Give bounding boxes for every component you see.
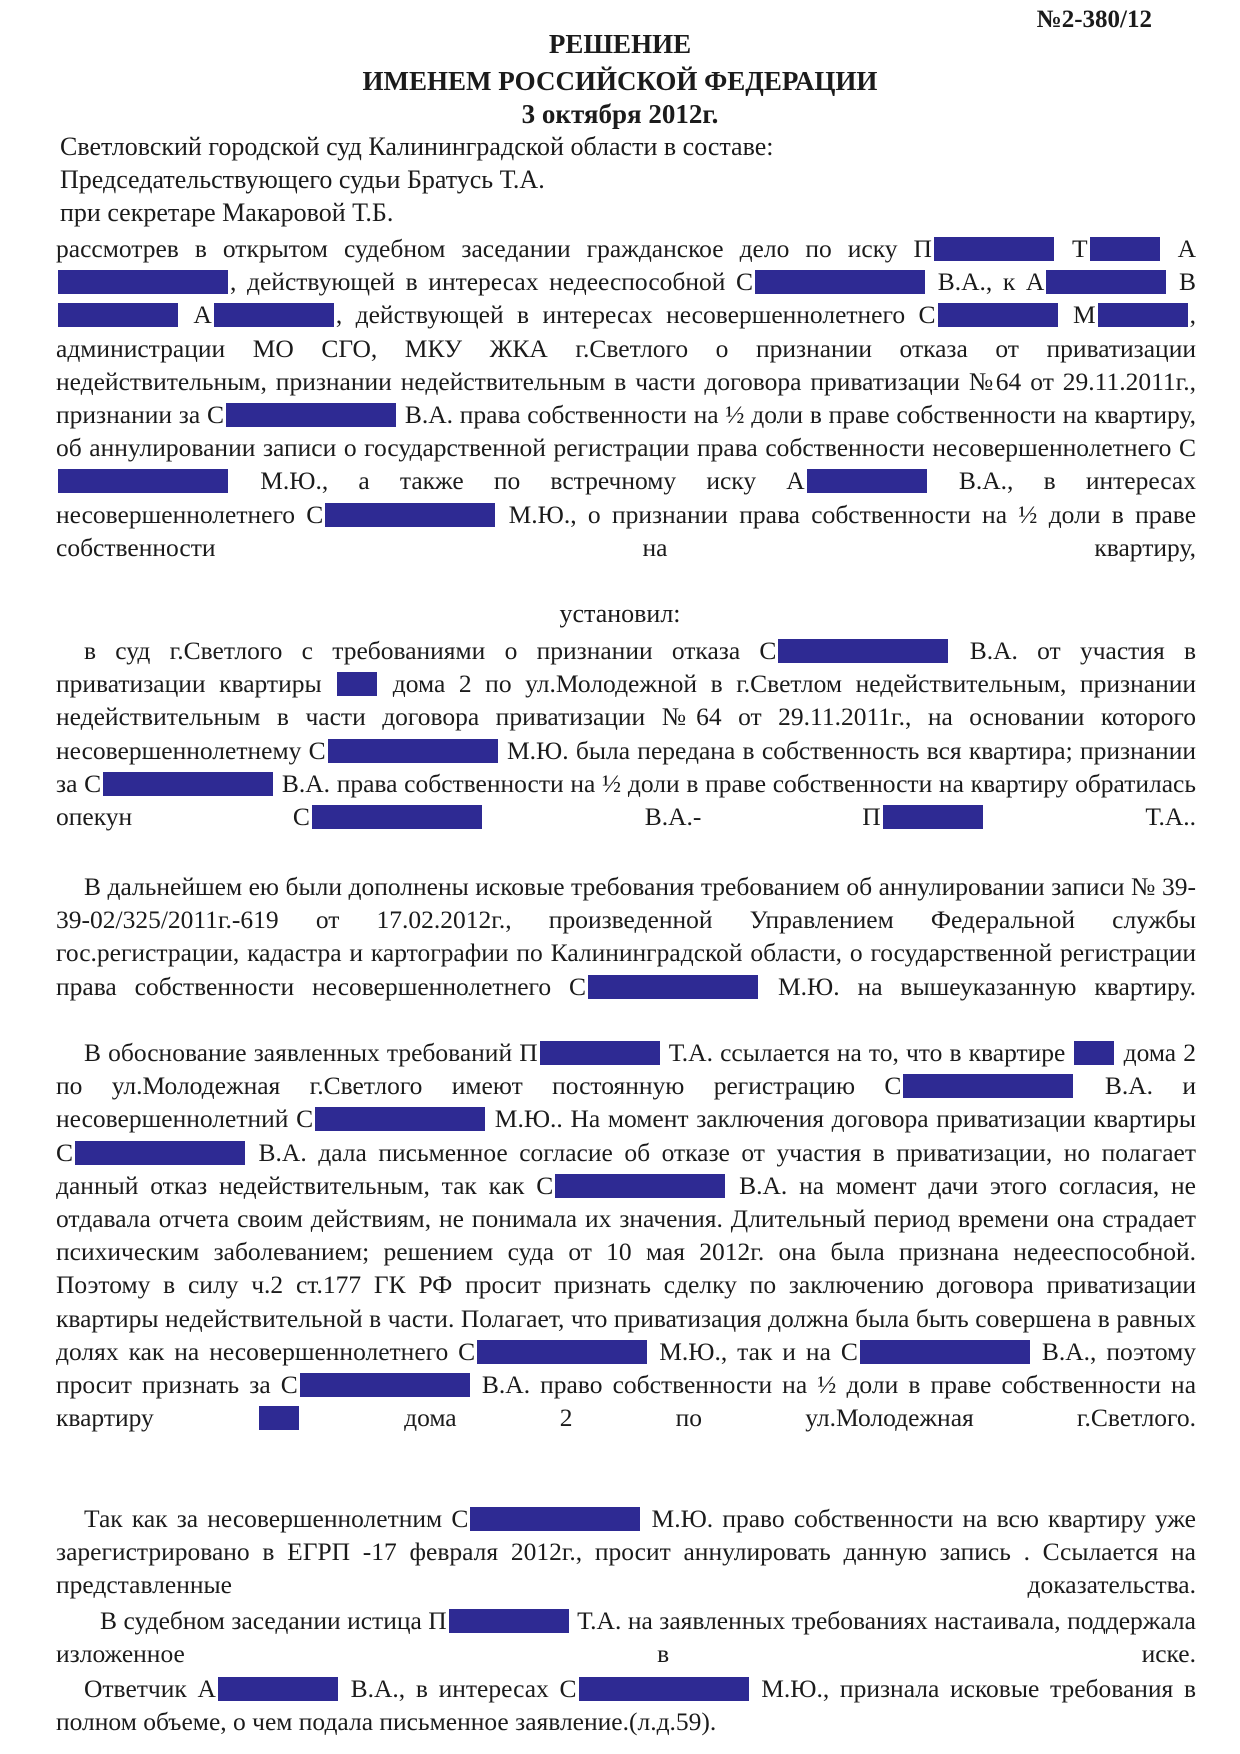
secretary-line: при секретаре Макаровой Т.Б.: [60, 198, 394, 227]
redaction: [1090, 237, 1160, 261]
paragraph-defendant: Ответчик А В.А., в интересах С М.Ю., признала исковые требования в полном объеме, о чем подала письменное заявление.(л.д.59).: [56, 1674, 1197, 1737]
established-heading: установил:: [559, 599, 681, 628]
redaction: [58, 303, 178, 327]
redaction: [555, 1174, 725, 1198]
redaction: [75, 1141, 245, 1165]
case-number: №2-380/12: [1036, 6, 1152, 33]
paragraph-amended-claims: В дальнейшем ею были дополнены исковые требования требованием об аннулировании записи № 39-39-02/325/2011г.-619 от 17.02.2012г., произведенной Управлением Федеральной службы гос.регистрации, кадастра и картографии по Калининградской области, о государственной регистрации права собственности несовершеннолетнего С М.Ю. на вышеуказанную квартиру.: [56, 872, 1197, 1001]
redaction: [315, 1107, 485, 1131]
redaction: [337, 672, 377, 696]
redaction: [903, 1074, 1073, 1098]
paragraph-hearing: В судебном заседании истица П Т.А. на заявленных требованиях настаивала, поддержала изложенное в иске.: [56, 1606, 1196, 1669]
redaction: [325, 503, 495, 527]
redaction: [934, 237, 1054, 261]
redaction: [226, 403, 396, 427]
redaction: [579, 1677, 749, 1701]
redaction: [218, 1677, 338, 1701]
redaction: [938, 303, 1058, 327]
redaction: [300, 1373, 470, 1397]
judge-line: Председательствующего судьи Братусь Т.А.: [60, 165, 545, 194]
paragraph-case-description: рассмотрев в открытом судебном заседании гражданское дело по иску П Т А, действующей в интересах недееспособной С В.А., к А В А , действующей в интересах несовершеннолетнего С М , администрации МО СГО, МКУ ЖКА г.Светлого о признании отказа от приватизации недействительным, признании недействительным в части договора приватизации №64 от 29.11.2011г., признании за С В.А. права собственности на ½ доли в праве собственности на квартиру, об аннулировании записи о государственной регистрации права собственности несовершеннолетнего С М.Ю., а также по встречному иску А В.А., в интересах несовершеннолетнего С М.Ю., о признании права собственности на ½ доли в праве собственности на квартиру,: [56, 234, 1197, 562]
redaction: [103, 772, 273, 796]
redaction: [259, 1406, 299, 1430]
document-subtitle: ИМЕНЕМ РОССИЙСКОЙ ФЕДЕРАЦИИ: [362, 66, 878, 96]
paragraph-claims: в суд г.Светлого с требованиями о признании отказа С В.А. от участия в приватизации квартиры дома 2 по ул.Молодежной в г.Светлом недействительным, признании недействительным в части договора приватизации №64 от 29.11.2011г., на основании которого несовершеннолетнему С М.Ю. была передана в собственность вся квартира; признании за С В.А. права собственности на ½ доли в праве собственности на квартиру обратилась опекун С В.А.- П Т.А..: [56, 636, 1197, 832]
redaction: [312, 805, 482, 829]
redaction: [860, 1340, 1030, 1364]
redaction: [1098, 303, 1188, 327]
redaction: [470, 1507, 640, 1531]
paragraph-grounds: В обоснование заявленных требований П Т.А. ссылается на то, что в квартире дома 2 по ул.Молодежная г.Светлого имеют постоянную регистрацию С В.А. и несовершеннолетний С М.Ю.. На момент заключения договора приватизации квартиры С В.А. дала письменное согласие об отказе от участия в приватизации, но полагает данный отказ недействительным, так как С В.А. на момент дачи этого согласия, не отдавала отчета своим действиям, не понимала их значения. Длительный период времени она страдает психическим заболеванием; решением суда от 10 мая 2012г. она была признана недееспособной. Поэтому в силу ч.2 ст.177 ГК РФ просит признать сделку по заключению договора приватизации квартиры недействительной в части. Полагает, что приватизация должна была быть совершена в равных долях как на несовершеннолетнего С М.Ю., так и на С В.А., поэтому просит признать за С В.А. право собственности на ½ доли в праве собственности на квартиру дома 2 по ул.Молодежная г.Светлого.: [56, 1038, 1197, 1433]
redaction: [328, 739, 498, 763]
redaction: [588, 975, 758, 999]
decision-date: 3 октября 2012г.: [521, 99, 719, 129]
redaction: [755, 270, 925, 294]
court-line: Светловский городской суд Калининградской области в составе:: [60, 132, 774, 161]
redaction: [1074, 1041, 1114, 1065]
redaction: [477, 1340, 647, 1364]
redaction: [807, 469, 927, 493]
redaction: [449, 1609, 569, 1633]
redaction: [214, 303, 334, 327]
redaction: [1046, 270, 1166, 294]
document-title: РЕШЕНИЕ: [548, 29, 692, 59]
redaction: [778, 639, 948, 663]
paragraph-registration: Так как за несовершеннолетним С М.Ю. право собственности на всю квартиру уже зарегистрировано в ЕГРП -17 февраля 2012г., просит аннулировать данную запись . Ссылается на представленные доказательства.: [56, 1504, 1197, 1600]
redaction: [883, 805, 983, 829]
redaction: [58, 270, 228, 294]
redaction: [58, 469, 228, 493]
redaction: [540, 1041, 660, 1065]
